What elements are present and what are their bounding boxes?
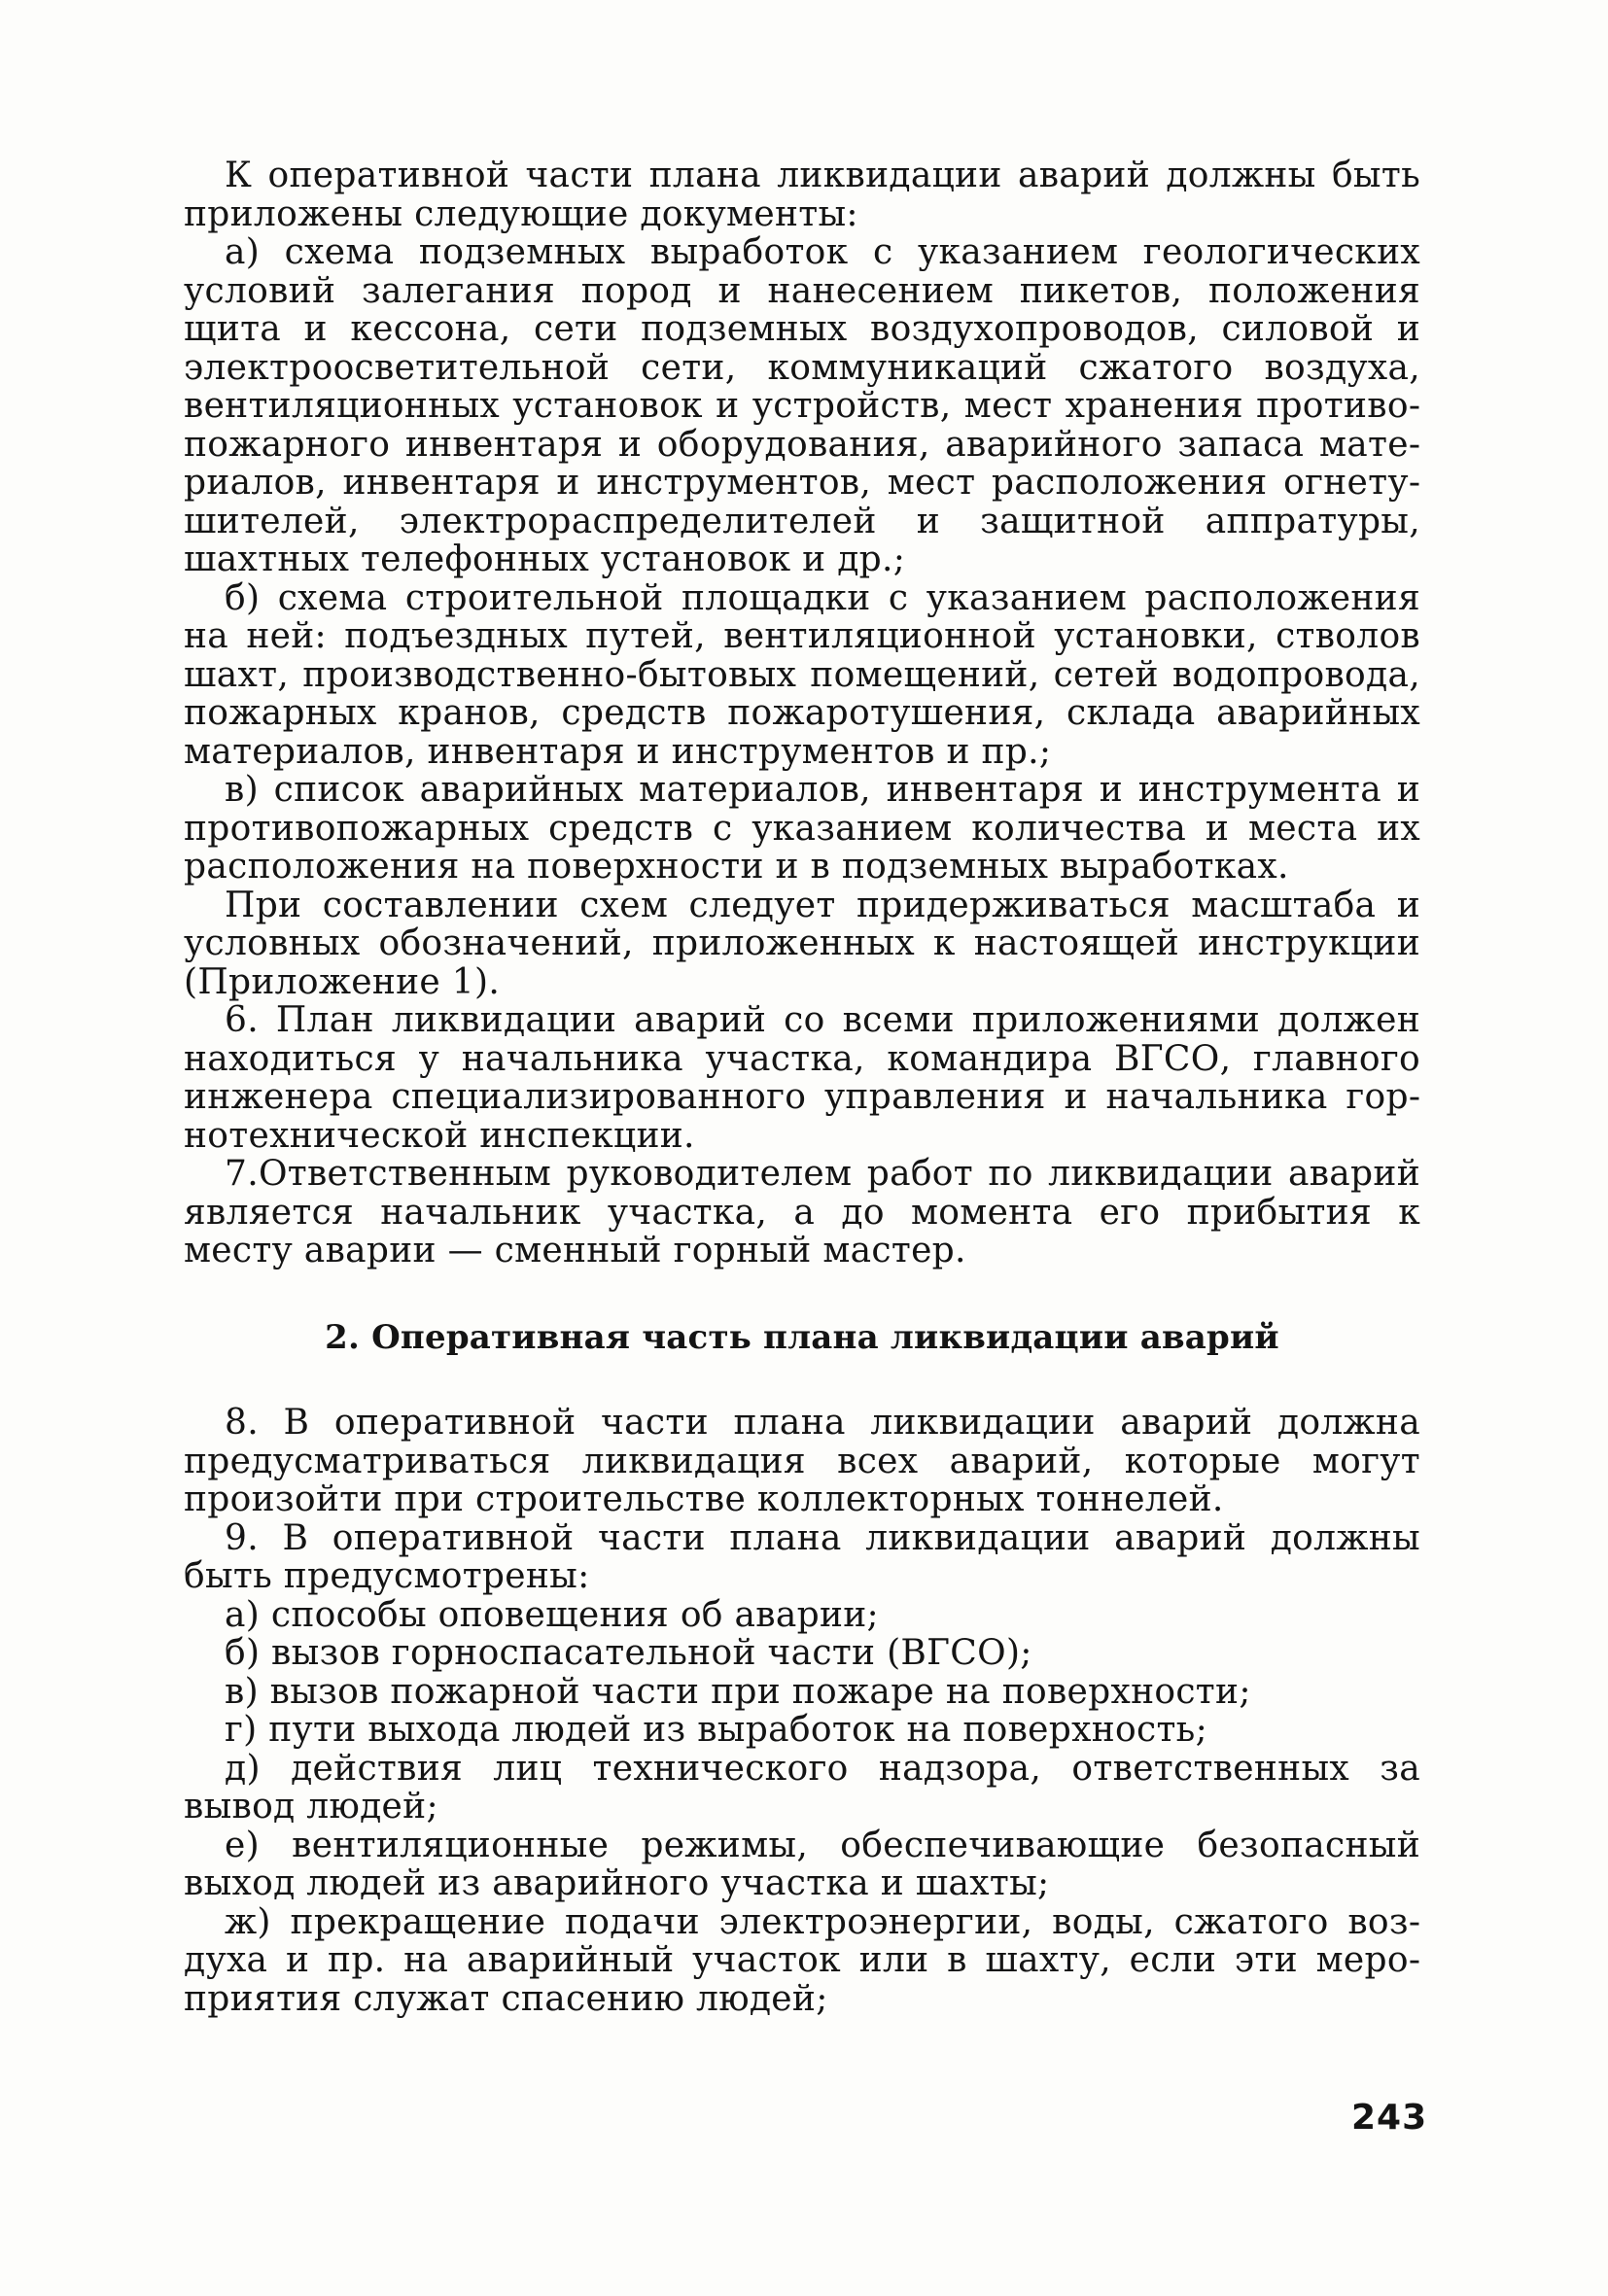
list-item-g: г) пути выхода людей из выработок на поверхность; (225, 1710, 1208, 1750)
paragraph-clause-7: 7.Ответственным руководителем работ по ликвидации аварий является начальник участка, а до момента его прибытия к месту аварии — сменный горный мастер. (184, 1154, 1420, 1270)
paragraph-item-a: а) схема подземных выработок с указанием геологических условий залегания пород и нанесением пикетов, положения щита и кессона, сети подземных воздухопроводов, силовой и электроосветительной сети, коммуникаций сжатого воздуха, вентиляционных установок и устройств, мест хранения противопожарного инвентаря и оборудования, аварийного запаса материалов, инвентаря и инструментов, мест расположения огнетушителей, электрораспределителей и защитной аппратуры, шахтных телефонных установок и др.; (184, 232, 1420, 579)
paragraph-item-b: б) схема строительной площадки с указанием расположения на ней: подъездных путей, вентиляционной установки, стволов шахт, производственно-бытовых помещений, сетей водопровода, пожарных кранов, средств пожаротушения, склада аварийных материалов, инвентаря и инструментов и пр.; (184, 577, 1420, 772)
paragraph-clause-9: 9. В оперативной части плана ликвидации аварий должны быть предусмотрены: (184, 1517, 1420, 1596)
section-heading: 2. Оперативная часть плана ликвидации аварий (325, 1317, 1279, 1357)
list-item-zh: ж) прекращение подачи электроэнергии, воды, сжатого воздуха и пр. на аварийный участок или в шахту, если эти мероприятия служат спасению людей; (184, 1901, 1420, 2019)
paragraph-clause-8: 8. В оперативной части плана ликвидации аварий должна предусматриваться ликвидация всех аварий, которые могут произойти при строительстве коллекторных тоннелей. (184, 1403, 1420, 1519)
list-item-v: в) вызов пожарной части при пожаре на поверхности; (225, 1671, 1251, 1712)
paragraph-clause-6: 6. План ликвидации аварий со всеми приложениями должен находиться у начальника участка, командира ВГСО, главного инженера специализированного управления и начальника горнотехнической инспекции. (184, 1000, 1420, 1156)
paragraph-item-v: в) список аварийных материалов, инвентаря и инструмента и противопожарных средств с указанием количества и места их расположения на поверхности и в подземных выработках. (184, 770, 1420, 887)
list-item-d: д) действия лиц технического надзора, ответственных за вывод людей; (184, 1748, 1420, 1826)
body-text (184, 157, 1420, 2018)
list-item-a: а) способы оповещения об аварии; (225, 1594, 879, 1635)
paragraph-intro: К оперативной части плана ликвидации аварий должны быть приложены следующие документы: (184, 156, 1420, 234)
list-item-b: б) вызов горноспасательной части (ВГСО); (225, 1633, 1032, 1673)
page-number: 243 (1351, 2098, 1428, 2138)
paragraph-schemes-note: При составлении схем следует придерживаться масштаба и условных обозначений, приложенных к настоящей инструкции (Приложение 1). (184, 885, 1420, 1002)
list-item-e: е) вентиляционные режимы, обеспечивающие безопасный выход людей из аварийного участка и шахты; (184, 1825, 1420, 1903)
